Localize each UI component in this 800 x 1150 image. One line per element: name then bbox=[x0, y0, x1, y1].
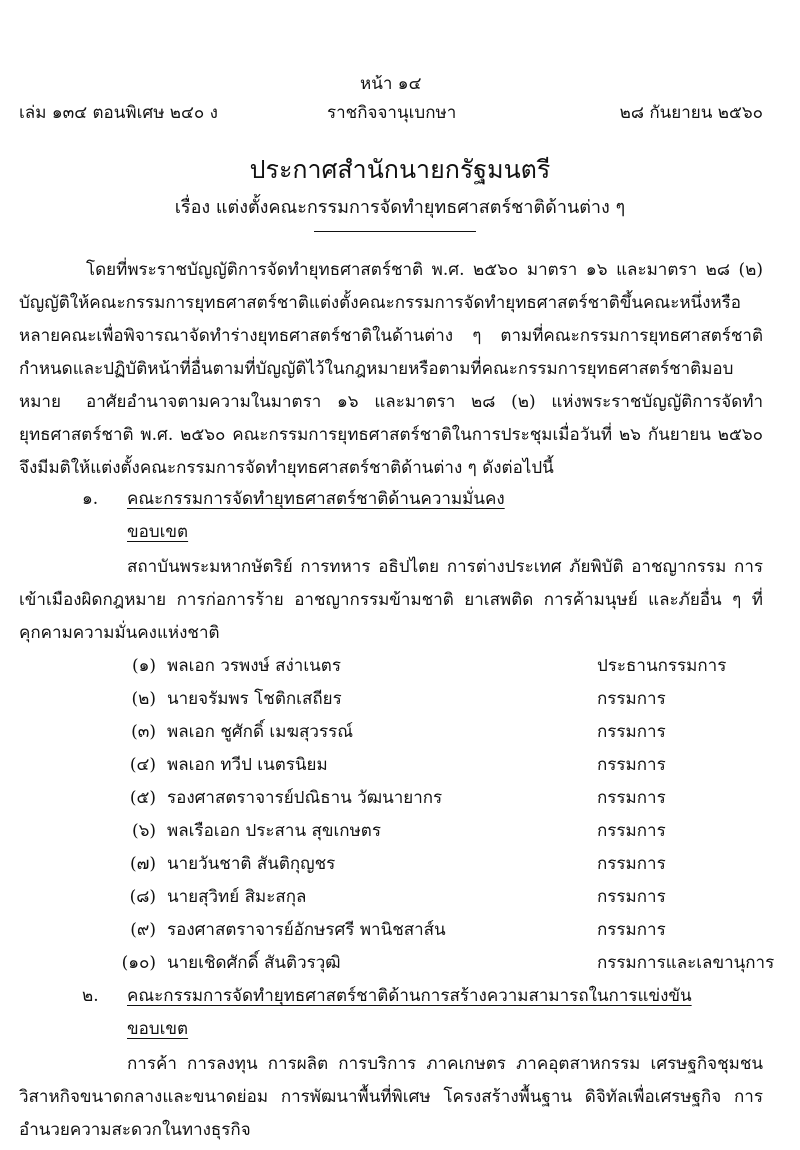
member-number: (๑) bbox=[131, 656, 156, 676]
member-name: นายสุวิทย์ สิมะสกุล bbox=[167, 887, 307, 907]
member-number: (๔) bbox=[129, 755, 156, 775]
member-role: กรรมการ bbox=[597, 854, 666, 874]
member-role: กรรมการ bbox=[597, 755, 666, 775]
member-name: พลเรือเอก ประสาน สุขเกษตร bbox=[167, 821, 381, 841]
document-subject: เรื่อง แต่งตั้งคณะกรรมการจัดทำยุทธศาสตร์ชาติด้านต่าง ๆ bbox=[174, 197, 626, 218]
section-1-heading: คณะกรรมการจัดทำยุทธศาสตร์ชาติด้านความมั่นคง bbox=[127, 489, 505, 509]
member-name: พลเอก ชูศักดิ์ เมฆสุวรรณ์ bbox=[167, 722, 353, 742]
preamble-paragraph-1: โดยที่พระราชบัญญัติการจัดทำยุทธศาสตร์ชาติ พ.ศ. ๒๕๖๐ มาตรา ๑๖ และมาตรา ๒๘ (๒) บัญญัติให้คณะกรรมการยุทธศาสตร์ชาติแต่งตั้งคณะกรรมการจัดทำยุทธศาสตร์ชาติขึ้นคณะหนึ่งหรือหลายคณะเพื่อพิจารณาจัดทำร่างยุทธศาสตร์ชาติในด้านต่าง ๆ ตามที่คณะกรรมการยุทธศาสตร์ชาติกำหนดและปฏิบัติหน้าที่อื่นตามที่บัญญัติไว้ในกฎหมายหรือตามที่คณะกรรมการยุทธศาสตร์ชาติมอบหมาย bbox=[19, 260, 763, 412]
member-name: นายจรัมพร โชติกเสถียร bbox=[167, 689, 342, 709]
gazette-date: ๒๘ กันยายน ๒๕๖๐ bbox=[619, 103, 763, 123]
member-number: (๑๐) bbox=[121, 953, 156, 973]
section-1-scope-label: ขอบเขต bbox=[127, 522, 189, 542]
member-name: รองศาสตราจารย์ปณิธาน วัฒนายากร bbox=[167, 788, 443, 808]
gazette-name: ราชกิจจานุเบกษา bbox=[327, 103, 457, 123]
member-name: นายวันชาติ สันติกุญชร bbox=[167, 854, 336, 874]
section-2-scope-text: การค้า การลงทุน การผลิต การบริการ ภาคเกษตร ภาคอุตสาหกรรม เศรษฐกิจชุมชน วิสาหกิจขนาดกลางและขนาดย่อม การพัฒนาพื้นที่พิเศษ โครงสร้างพื้นฐาน ดิจิทัลเพื่อเศรษฐกิจ การอำนวยความสะดวกในทางธุรกิจ bbox=[19, 1054, 763, 1140]
member-name: พลเอก ทวีป เนตรนิยม bbox=[167, 755, 328, 775]
member-name: รองศาสตราจารย์อักษรศรี พานิชสาส์น bbox=[167, 920, 446, 940]
document-title: ประกาศสำนักนายกรัฐมนตรี bbox=[249, 155, 551, 184]
section-2-heading: คณะกรรมการจัดทำยุทธศาสตร์ชาติด้านการสร้างความสามารถในการแข่งขัน bbox=[127, 986, 692, 1006]
member-role: กรรมการ bbox=[597, 821, 666, 841]
member-role: กรรมการ bbox=[597, 788, 666, 808]
member-role: กรรมการ bbox=[597, 887, 666, 907]
preamble-paragraph-2: อาศัยอำนาจตามความในมาตรา ๑๖ และมาตรา ๒๘ (๒) แห่งพระราชบัญญัติการจัดทำยุทธศาสตร์ชาติ พ.ศ. ๒๕๖๐ คณะกรรมการยุทธศาสตร์ชาติในการประชุมเมื่อวันที่ ๒๖ กันยายน ๒๕๖๐ จึงมีมติให้แต่งตั้งคณะกรรมการจัดทำยุทธศาสตร์ชาติด้านต่าง ๆ ดังต่อไปนี้ bbox=[19, 392, 763, 478]
member-number: (๕) bbox=[129, 788, 156, 808]
gazette-volume: เล่ม ๑๓๔ ตอนพิเศษ ๒๔๐ ง bbox=[19, 103, 218, 123]
member-number: (๙) bbox=[130, 920, 156, 940]
member-number: (๖) bbox=[131, 821, 156, 841]
member-number: (๒) bbox=[131, 689, 156, 709]
section-2-number: ๒. bbox=[82, 986, 99, 1006]
member-name: นายเชิดศักดิ์ สันติวรวุฒิ bbox=[167, 953, 341, 973]
section-1-scope-text: สถาบันพระมหากษัตริย์ การทหาร อธิปไตย การต่างประเทศ ภัยพิบัติ อาชญากรรม การเข้าเมืองผิดกฎหมาย การก่อการร้าย อาชญากรรมข้ามชาติ ยาเสพติด การค้ามนุษย์ และภัยอื่น ๆ ที่คุกคามความมั่นคงแห่งชาติ bbox=[19, 557, 763, 643]
page-number: หน้า ๑๔ bbox=[360, 74, 422, 94]
member-role: กรรมการ bbox=[597, 689, 666, 709]
member-name: พลเอก วรพงษ์ สง่าเนตร bbox=[167, 656, 341, 676]
member-role: กรรมการ bbox=[597, 920, 666, 940]
member-number: (๗) bbox=[129, 854, 156, 874]
section-1-number: ๑. bbox=[82, 489, 99, 509]
member-role: กรรมการและเลขานุการ bbox=[597, 953, 775, 973]
member-number: (๓) bbox=[131, 722, 156, 742]
section-2-scope-label: ขอบเขต bbox=[127, 1019, 189, 1039]
member-number: (๘) bbox=[129, 887, 156, 907]
member-role: กรรมการ bbox=[597, 722, 666, 742]
title-divider bbox=[314, 231, 476, 232]
member-role: ประธานกรรมการ bbox=[597, 656, 727, 676]
